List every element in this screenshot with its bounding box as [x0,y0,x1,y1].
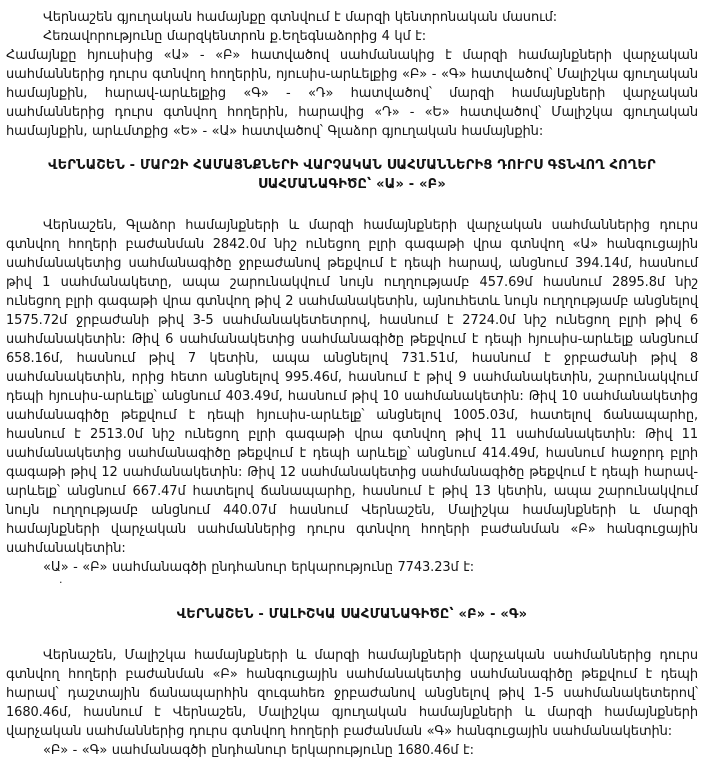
section-b-g-body-paragraph: Վերնաշեն, Մալիշկա համայնքների և մարզի համայնքների վարչական սահմաններից դուրս գտնվող հողերի բաժանման «Բ» հանգուցային սահմանակետից սահմանագիծը թեքվում է դեպի հարավ՝ դաշտային ճանապարհին զուգահեռ ջրբաժանով անցնելով թիվ 1-5 սահմանակետերով՝ 1680.46մ, հասնում է Վերնաշեն, Մալիշկա գյուղական համայնքների և մարզի համայնքների վարչական սահմաններից դուրս գտնվող հողերի բաժանման «Գ» հանգուցային սահմանակետին: [6,648,698,739]
stray-mark: · [59,576,63,589]
section-heading-a-b [6,156,698,194]
section-b-g-total-length-line: «Բ» - «Գ» սահմանագծի ընդհանուր երկարությունը 1680.46մ է: [43,743,474,758]
section-heading-b-g: ՎԵՐՆԱՇԵՆ - ՄԱԼԻՇԿԱ ՍԱՀՄԱՆԱԳԻԾԸ՝ «Բ» - «Գ» [176,607,528,622]
intro-location-line: Վերնաշեն գյուղական համայնքը գտնվում է մարզի կենտրոնական մասում: [43,10,558,25]
intro-boundaries-paragraph: Համայնքը հյուսիսից «Ա» - «Բ» հատվածով սահմանակից է մարզի համայնքների վարչական սահմաններից դուրս գտնվող հողերին, ոյուսիս-արևելքից «Բ» - «Գ» հատվածով՝ Մալիշկա գյուղական համայնքին, հարավ-արևելքից «Գ» - «Դ» հատվածով՝ մարզի համայնքների վարչական սահմաններից դուրս գտնվող հողերին, հարավից «Դ» - «Ե» հատվածով՝ Մալիշկա գյուղական համայնքին, արևմտքից «Ե» - «Ա» հատվածով՝ Գլաձոր գյուղական համայնքին: [6,48,698,139]
section-heading-a-b-line2: ՍԱՀՄԱՆԱԳԻԾԸ՝ «Ա» - «Բ» [258,177,446,192]
section-a-b-body-paragraph: Վերնաշեն, Գլաձոր համայնքների և մարզի համայնքների վարչական սահմաններից դուրս գտնվող հողերի բաժանման 2842.0մ նիշ ունեցող բլրի գագաթի վրա գտնվող «Ա» հանգուցային սահմանակետից սահմանագիծը ջրբաժանով թեքվում է դեպի հարավ, անցնում 394.14մ, հասնում թիվ 1 սահմանակետը, ապա շարունակվում նույն ուղղությամբ 457.69մ հասնում 2895.8մ նիշ ունեցող բլրի գագաթի վրա գտնվող թիվ 2 սահմանակետին, այնուհետև նույն ուղղությամբ անցնելով 1575.72մ ջրբաժանի թիվ 3-5 սահմանակետետրով, հասնում է 2724.0մ նիշ ունեցող բլրի թիվ 6 սահմանակետին: Թիվ 6 սահմանակետից սահմանագիծը թեքվում է դեպի հյուսիս-արևելք անցնում 658.16մ, հասնում թիվ 7 կետին, ապա անցնելով 731.51մ, հասնում է ջրբաժանի թիվ 8 սահմանակետին, որից հետո անցնելով 995.46մ, հասնում է թիվ 9 սահմանակետին, շարունակվում դեպի հյուսիս-արևելք՝ անցնում 403.49մ, հասնում թիվ 10 սահմանակետին: Թիվ 10 սահմանակետից սահմանագիծը թեքվում է դեպի հյուսիս-արևելք՝ անցնելով 1005.03մ, հատելով ճանապարհը, հասնում է 2513.0մ նիշ ունեցող բլրի գագաթի վրա գտնվող թիվ 11 սահմանակետին: Թիվ 11 սահմանակետից սահմանագիծը թեքվում է դեպի արևելք՝ անցնում 414.49մ, հասնում հաջորդ բլրի գագաթի թիվ 12 սահմանակետին: Թիվ 12 սահմանակետից սահմանագիծը թեքվում է դեպի հարավ-արևելք՝ անցնում 667.47մ հատելով ճանապարհը, հասնում է թիվ 13 կետին, ապա շարունակվում նույն ուղղությամբ անցնում 440.07մ հասնում Վերնաշեն, Մալիշկա համայնքների և մարզի համայնքների վարչական սահմաններից դուրս գտնվող հողերի բաժանման «Բ» հանգուցային սահմանակետին: [6,218,698,556]
section-a-b-total-length-line: «Ա» - «Բ» սահմանագծի ընդհանուր երկարությունը 7743.23մ է: [43,560,475,575]
section-heading-a-b-line1: ՎԵՐՆԱՇԵՆ - ՄԱՐԶԻ ՀԱՄԱՅՆՔՆԵՐԻ ՎԱՐՉԱԿԱՆ ՍԱՀՄԱՆՆԵՐԻՑ ԴՈՒՐՍ ԳՏՆՎՈՂ ՀՈՂԵՐ [48,158,656,173]
intro-distance-line: Հեռավորությունը մարզկենտրոն ք.Եղեգնաձորից 4 կմ է: [43,29,427,44]
